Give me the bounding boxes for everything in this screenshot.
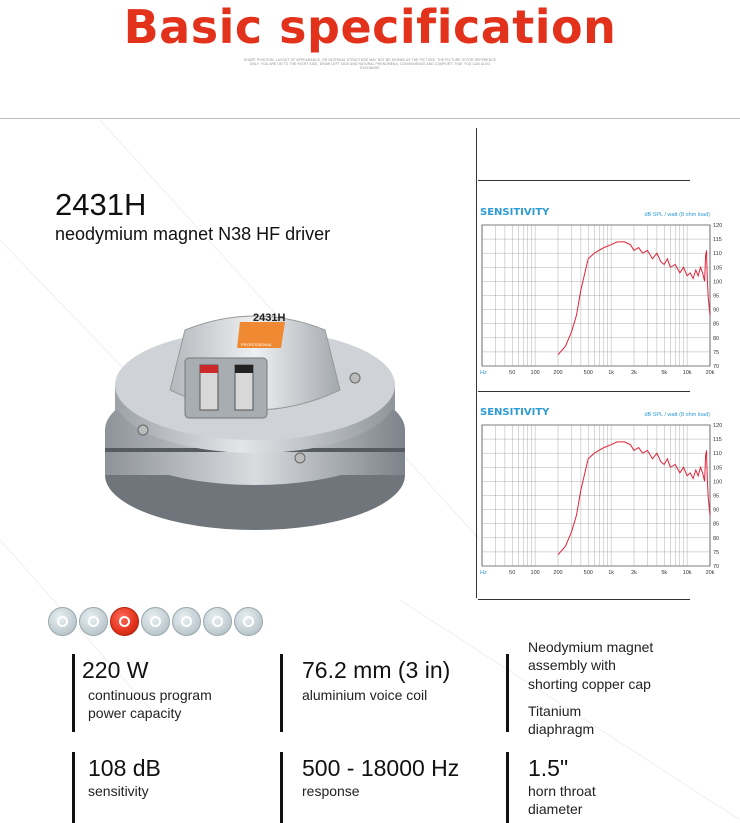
diaphragm-line-2: diaphragm: [528, 721, 595, 737]
magnet-line-3: shorting copper cap: [528, 676, 651, 692]
magnet-line-1: Neodymium magnet: [528, 639, 654, 655]
voice-coil-value: 76.2 mm (3 in): [302, 657, 451, 683]
hat-icon: [48, 607, 77, 636]
speaker-icon-glyph: [212, 616, 223, 627]
y-tick-label: 105: [713, 265, 723, 272]
frame-line: [478, 391, 690, 392]
driver-model-label: 2431H: [253, 312, 286, 324]
y-tick-label: 70: [713, 564, 720, 570]
product-subtitle: neodymium magnet N38 HF driver: [55, 224, 331, 244]
x-tick-label: 1k: [608, 570, 615, 576]
driver-icon-glyph: [181, 616, 192, 627]
y-tick-label: 75: [713, 349, 720, 356]
driver-image: [55, 280, 475, 580]
frame-line: [478, 599, 690, 600]
x-tick-label: 2k: [631, 570, 637, 576]
divider: [0, 118, 740, 119]
y-tick-label: 85: [713, 321, 720, 328]
response-label: response: [302, 783, 360, 799]
x-tick-label: 100: [530, 370, 540, 376]
diaphragm-line-1: Titanium: [528, 703, 582, 719]
power-value: 220 W: [82, 657, 149, 683]
diaphragm-icon: [234, 607, 263, 636]
y-tick-label: 115: [713, 237, 722, 244]
x-axis-label: Hz: [480, 570, 487, 576]
chart-title: SENSITIVITY: [480, 207, 550, 218]
y-tick-label: 95: [713, 493, 720, 500]
y-tick-label: 90: [713, 307, 720, 314]
coil-icon-glyph: [150, 616, 161, 627]
x-tick-label: 100: [530, 570, 540, 576]
y-tick-label: 110: [713, 451, 722, 458]
y-tick-label: 110: [713, 251, 722, 258]
magnet-icon-glyph: [119, 616, 130, 627]
voice-coil-label: aluminium voice coil: [302, 687, 428, 703]
x-tick-label: 20k: [705, 570, 715, 576]
spec-divider: [72, 654, 75, 732]
x-tick-label: 20k: [705, 370, 715, 376]
y-tick-label: 90: [713, 507, 720, 514]
sensitivity-label: sensitivity: [88, 783, 149, 799]
x-tick-label: 5k: [661, 570, 668, 576]
spec-divider: [72, 752, 75, 823]
throat-value: 1.5": [528, 755, 569, 781]
magnet-line-2: assembly with: [528, 657, 616, 673]
x-tick-label: 10k: [682, 370, 692, 376]
y-tick-label: 100: [713, 279, 723, 286]
sensitivity-chart: [480, 203, 723, 378]
power-label-1: continuous program: [88, 687, 212, 703]
chart-title: SENSITIVITY: [480, 407, 550, 418]
response-value: 500 - 18000 Hz: [302, 755, 460, 781]
magnet-icon: [110, 607, 139, 636]
y-tick-label: 115: [713, 437, 722, 444]
throat-label-1: horn throat: [528, 783, 596, 799]
y-tick-label: 70: [713, 364, 720, 370]
cone-icon-glyph: [88, 616, 99, 627]
cone-icon: [79, 607, 108, 636]
diaphragm-icon-glyph: [243, 616, 254, 627]
y-tick-label: 120: [713, 223, 723, 229]
spec-divider: [280, 654, 283, 732]
y-axis-label: dB SPL / watt (8 ohm load): [644, 212, 710, 218]
x-tick-label: 200: [553, 370, 563, 376]
driver-icon: [172, 607, 201, 636]
x-axis-label: Hz: [480, 370, 487, 376]
sensitivity-value: 108 dB: [88, 755, 161, 781]
coil-icon: [141, 607, 170, 636]
fine-print: SHAPE POSITION, LAYOUT OF APPEARANCE, OR INTERNAL STRUCTURE MAY NOT BE SHOWN AS THE PICTURE. THE PICTURE IS FOR REFERENCE ONLY. YOU ARE ON TO THE RIGHT SIDE, DRAW LEFT SIDE AND NATURAL PHENOMENA, CONVENIENCE AND COMFORT. THAT YOU CAN ALSO EXCHANGE: [243, 58, 497, 71]
driver-brand-label: PROFESSIONAL: [241, 342, 273, 347]
frame-vertical-line: [476, 128, 477, 598]
sensitivity-chart: [480, 403, 723, 578]
x-tick-label: 10k: [682, 570, 692, 576]
x-tick-label: 5k: [661, 370, 668, 376]
y-tick-label: 80: [713, 335, 720, 342]
spec-divider: [506, 752, 509, 823]
spec-divider: [280, 752, 283, 823]
x-tick-label: 500: [583, 370, 593, 376]
x-tick-label: 200: [553, 570, 563, 576]
speaker-icon: [203, 607, 232, 636]
hat-icon-glyph: [57, 616, 68, 627]
y-tick-label: 105: [713, 465, 723, 472]
y-tick-label: 120: [713, 423, 723, 429]
x-tick-label: 50: [509, 570, 516, 576]
x-tick-label: 2k: [631, 370, 637, 376]
frame-line: [478, 180, 690, 181]
x-tick-label: 1k: [608, 370, 615, 376]
page-title: Basic specification: [123, 0, 617, 54]
y-tick-label: 85: [713, 521, 720, 528]
spec-divider: [506, 654, 509, 732]
y-tick-label: 95: [713, 293, 720, 300]
y-axis-label: dB SPL / watt (8 ohm load): [644, 412, 710, 418]
x-tick-label: 50: [509, 370, 516, 376]
y-tick-label: 75: [713, 549, 720, 556]
product-model: 2431H: [55, 187, 147, 222]
y-tick-label: 100: [713, 479, 723, 486]
throat-label-2: diameter: [528, 801, 583, 817]
power-label-2: power capacity: [88, 705, 182, 721]
x-tick-label: 500: [583, 570, 593, 576]
y-tick-label: 80: [713, 535, 720, 542]
